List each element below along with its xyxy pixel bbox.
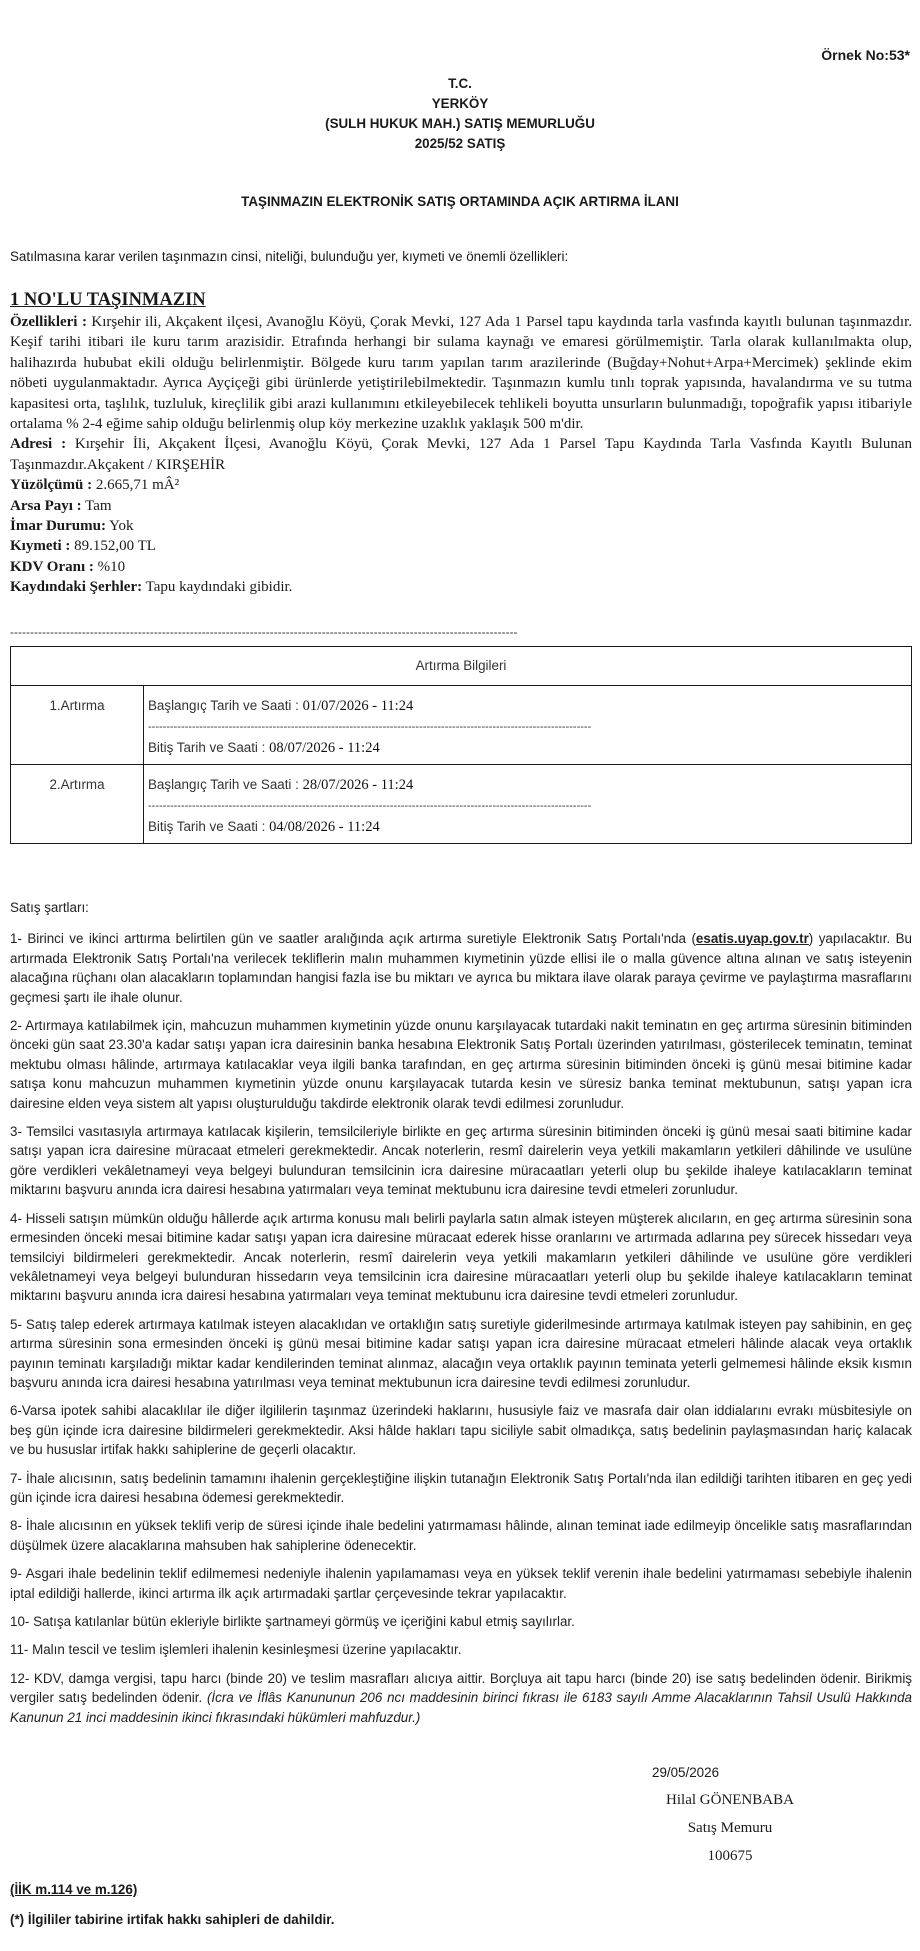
property-zoning (10, 516, 912, 536)
address-label: Adresi : (10, 436, 67, 453)
auction-dates (144, 686, 912, 765)
footnote: (*) İlgililer tabirine irtifak hakkı sahipleri de dahildir. (10, 1912, 335, 1927)
announcement-title: TAŞINMAZIN ELEKTRONİK SATIŞ ORTAMINDA AÇIK ARTIRMA İLANI (241, 194, 679, 209)
annotations-label: Kaydındaki Şerhler: (10, 579, 143, 596)
term-8: 8- İhale alıcısının en yüksek teklifi verip de süresi içinde ihale bedelini yatırmaması hâlinde, alınan teminat iade edilmeyip öncelikle satış masraflarından düşülmek üzere alacaklarına mahsuben hak sahiplerine ödenecektir. (10, 1518, 912, 1553)
start-label: Başlangıç Tarih ve Saati : (148, 698, 303, 713)
date-separator: ------------------------------------------------------------------------------------------------------------------------- (148, 800, 592, 812)
property-value (10, 536, 912, 556)
document-header (0, 74, 920, 154)
term-1 (10, 929, 912, 1007)
signature-date: 29/05/2026 (652, 1765, 720, 1780)
auction-row (11, 765, 912, 844)
start-datetime: 28/07/2026 - 11:24 (302, 777, 414, 793)
sample-number: Örnek No:53* (821, 47, 910, 63)
vat-text: %10 (93, 558, 126, 575)
term-12 (10, 1669, 912, 1727)
area-label: Yüzölçümü : (10, 477, 93, 494)
features-text: Kırşehir ili, Akçakent ilçesi, Avanoğlu Köyü, Çorak Mevki, 127 Ada 1 Parsel tapu kaydında tarla vasfında kayıtlı bulunan taşınmazdır. Keşif tarihi itibari ile kuru tarım arazisidir. Etrafında herhangi bir sulama kaynağı ve emaresi görülmemiştir. Tarla olarak kullanılmakta olup, halihazırda hububat ekili olduğu belirlenmiştir. Bölgede kuru tarım yapılan tarım arazilerinde (Buğday+Nohut+Arpa+Mercimek) şeklinde ekim nöbeti uygulanmaktadır. Ayrıca Ayçiçeği gibi ürünlerde yetiştirilebilmektedir. Taşınmazın kumlu tınlı toprak yapısında, havalandırma ve su tutma kapasitesi orta, taşlılık, tuzluluk, kireçlilik gibi arazi kullanımını etkileyebilecek tehlikeli boyutta unsurların bulunmadığı, topoğrafik yapısı itibariyle ortalama % 2-4 eğime sahip olduğu belirlenmiş olup köy merkezine uzaklık yaklaşık 500 m'dir. (10, 314, 912, 433)
term-5: 5- Satış talep ederek artırmaya katılmak isteyen alacaklıdan ve ortaklığın satış suretiyle giderilmesinde artırmaya katılmak isteyen pay sahibinin, en geç artırma süresinin sona ermesinden önceki iş günü mesai bitimine kadar satışı yapan icra dairesine müracaat etmeleri hâlinde alacak veya ortaklık payının teminatı karşıladığı miktar kadar kendilerinden teminat alınmaz, alacağın veya ortaklık payının teminata yeterli gelmemesi hâlinde eksik kısmın başvuru anında icra dairesi hesabına yatırılması veya teminat mektubunun icra dairesine tevdi edilmesi zorunludur. (10, 1316, 912, 1390)
terms-title: Satış şartları: (10, 900, 89, 915)
land-share-label: Arsa Payı : (10, 497, 82, 514)
sale-terms (10, 898, 912, 1736)
intro-text: Satılmasına karar verilen taşınmazın cinsi, niteliği, bulunduğu yer, kıymeti ve önemli özellikleri: (10, 249, 569, 264)
term-1-text-a: 1- Birinci ve ikinci arttırma belirtilen gün ve saatler aralığında açık artırma suretiyle Elektronik Satış Portalı'nda ( (10, 931, 696, 947)
term-2: 2- Artırmaya katılabilmek için, mahcuzun muhammen kıymetinin yüzde onunu karşılayacak tutardaki nakit teminatın en geç artırma süresinin bitiminden önceki gün saat 23.30'a kadar satışı yapan icra dairesinin banka hesabına Elektronik Satış Portalı üzerinden yatırılması, gösterilecek teminatın, teminat mektubu olması hâlinde, artırmaya katılacaklar veya ilgili banka tarafından, en geç artırma süresinin bitiminden önceki iş günü mesai bitimine kadar satışa konu mahcuzun muhammen kıymetinin yüzde onunu karşılayacak tutarda kesin ve süresiz banka teminat mektubunun, satışı yapan icra dairesine elden veya sistem alt yapısı oluşturulduğu takdirde elektronik olarak tevdi edilmesi zorunludur. (10, 1018, 912, 1111)
term-9: 9- Asgari ihale bedelinin teklif edilmemesi nedeniyle ihalenin yapılamaması veya en yüksek teklif verenin ihale bedelini yatırmaması sebebiyle ihalenin iptal edildiği hallerde, ikinci artırma ilk açık artırmadaki şartlar çerçevesinde tekrar yapılacaktır. (10, 1566, 912, 1601)
zoning-text: Yok (105, 518, 134, 535)
date-separator: ------------------------------------------------------------------------------------------------------------------------- (148, 721, 592, 733)
address-text: Kırşehir İli, Akçakent İlçesi, Avanoğlu Köyü, Çorak Mevki, 127 Ada 1 Parsel Tapu Kaydında Tarla Vasfında Kayıtlı Bulunan Taşınmazdır.Akçakent / KIRŞEHİR (10, 436, 912, 473)
end-datetime: 04/08/2026 - 11:24 (269, 819, 380, 835)
area-text: 2.665,71 mÂ² (92, 477, 180, 494)
header-line-tc: T.C. (448, 76, 472, 91)
esatis-portal-link[interactable]: esatis.uyap.gov.tr (695, 931, 809, 947)
value-text: 89.152,00 TL (70, 538, 156, 555)
term-1-text-b: ) yapılacaktır. Bu artırmada Elektronik Satış Portalı'na verilecek tekliflerin malın muhammen kıymetinin yüzde ellisi ile o malla güvence altına alınan ve satış isteyenin alacağına rüçhanı olan alacakların toplamından hangisi fazla ise bu miktarı ve ayrıca bu miktara ilave olarak paraya çevirme ve paylaştırma masraflarını geçmesi şartı ile ihale olunur. (10, 931, 912, 1005)
end-label: Bitiş Tarih ve Saati : (148, 819, 270, 834)
term-12-text: 12- KDV, damga vergisi, tapu harcı (binde 20) ve teslim masrafları alıcıya aittir. Borçluya ait tapu harcı (binde 20) ise satış bedelinden ödenir. Birikmiş vergiler satış bedelinden ödenir. (10, 1670, 912, 1706)
auction-table-title: Artırma Bilgileri (11, 647, 912, 686)
property-address (10, 434, 912, 475)
property-area (10, 475, 912, 495)
start-datetime: 01/07/2026 - 11:24 (302, 698, 414, 714)
term-3: 3- Temsilci vasıtasıyla artırmaya katılacak kişilerin, temsilcileriyle birlikte en geç artırma süresinin bitiminden önceki iş günü mesai saati bitimine kadar satışı yapan icra dairesine müracaat etmeleri gerekmektedir. Ancak noterlerin, resmî dairelerin veya yetkili makamların yetkileri dâhilinde ve usulüne göre verdikleri vekâletnameyi veya belgeyi bulunduran temsilcinin icra dairesine müracaatları yeterli olup bu şekilde ihaleye katılacakların teminat miktarını başvuru anında icra dairesi hesabına yatırmaları veya teminat mektubunu icra dairesine tevdi etmeleri zorunludur. (10, 1124, 912, 1198)
end-label: Bitiş Tarih ve Saati : (148, 740, 270, 755)
start-label: Başlangıç Tarih ve Saati : (148, 777, 303, 792)
value-label: Kıymeti : (10, 538, 71, 555)
term-11: 11- Malın tescil ve teslim işlemleri ihalenin kesinleşmesi üzerine yapılacaktır. (10, 1642, 462, 1658)
property-features (10, 312, 912, 434)
zoning-label: İmar Durumu: (10, 518, 106, 535)
property-heading: 1 NO'LU TAŞINMAZIN (10, 290, 206, 310)
property-vat (10, 557, 912, 577)
signatory-number: 100675 (707, 1848, 753, 1864)
property-annotations (10, 577, 912, 597)
auction-round-label: 1.Artırma (11, 686, 144, 765)
term-10: 10- Satışa katılanlar bütün ekleriyle birlikte şartnameyi görmüş ve içeriğini kabul etmiş sayılırlar. (10, 1614, 575, 1629)
vat-label: KDV Oranı : (10, 558, 94, 575)
auction-row (11, 686, 912, 765)
auction-dates (144, 765, 912, 844)
signatory-title: Satış Memuru (687, 1820, 773, 1836)
term-7: 7- İhale alıcısının, satış bedelinin tamamını ihalenin gerçekleştiğine ilişkin tutanağın Elektronik Satış Portalı'nda ilan edildiği tarihten itibaren en geç yedi gün içinde icra dairesi hesabına ödemesi gerekmektedir. (10, 1470, 912, 1505)
auction-table (10, 646, 912, 844)
annotations-text: Tapu kaydındaki gibidir. (142, 579, 293, 596)
header-line-city: YERKÖY (431, 96, 489, 111)
property-land-share (10, 496, 912, 516)
term-6: 6-Varsa ipotek sahibi alacaklılar ile diğer ilgililerin taşınmaz üzerindeki haklarını, hususiyle faiz ve masrafa dair olan iddialarını evrakı müsbitesiyle on beş gün içinde icra dairesine bildirmeleri gerekmektedir. Aksi hâlde hakları tapu siciliyle sabit olmadıkça, satış bedelinin paylaşmasından hariç kalacak ve bu hususlar irtifak hakkı sahiplerine de geçerli olacaktır. (10, 1403, 912, 1458)
land-share-text: Tam (81, 497, 112, 514)
header-line-office: (SULH HUKUK MAH.) SATIŞ MEMURLUĞU (325, 116, 595, 131)
term-12-legal-note: (İcra ve İflâs Kanununun 206 ncı maddesinin birinci fıkrası ile 6183 sayılı Amme Alacaklarının Tahsil Usulü Hakkında Kanunun 21 inci maddesinin ikinci fıkrasındaki hükümleri mahfuzdur.) (10, 1690, 912, 1725)
law-reference: (İİK m.114 ve m.126) (10, 1882, 138, 1897)
header-line-file: 2025/52 SATIŞ (414, 136, 506, 151)
signatory-name: Hilal GÖNENBABA (666, 1792, 794, 1808)
features-label: Özellikleri : (10, 314, 87, 330)
term-4: 4- Hisseli satışın mümkün olduğu hâllerde açık artırma konusu malı belirli paylarla satın almak isteyen müşterek alıcıların, en geç artırma süresinin sona ermesinden önceki mesai bitimine kadar satışı yapan icra dairesine müracaat ederek hisse oranlarını ve artırmada adlarına pey sürecek hissedarı veya temsilciyi bildirmeleri gerekmektedir. Ancak noterlerin, resmî dairelerin veya yetkili makamların yetkileri dâhilinde ve usulüne göre verdikleri vekâletnameyi veya belgeyi bulunduran hissedarın veya temsilcinin icra dairesine müracaatları yeterli olup bu şekilde ihaleye katılacakların teminat miktarını başvuru anında icra dairesi hesabına yatırmaları veya teminat mektubunu icra dairesine tevdi etmeleri zorunludur. (10, 1210, 912, 1304)
auction-round-label: 2.Artırma (11, 765, 144, 844)
property-section (10, 288, 912, 598)
section-divider: ------------------------------------------------------------------------------------------------------------------------------- (10, 626, 518, 638)
end-datetime: 08/07/2026 - 11:24 (269, 740, 380, 756)
